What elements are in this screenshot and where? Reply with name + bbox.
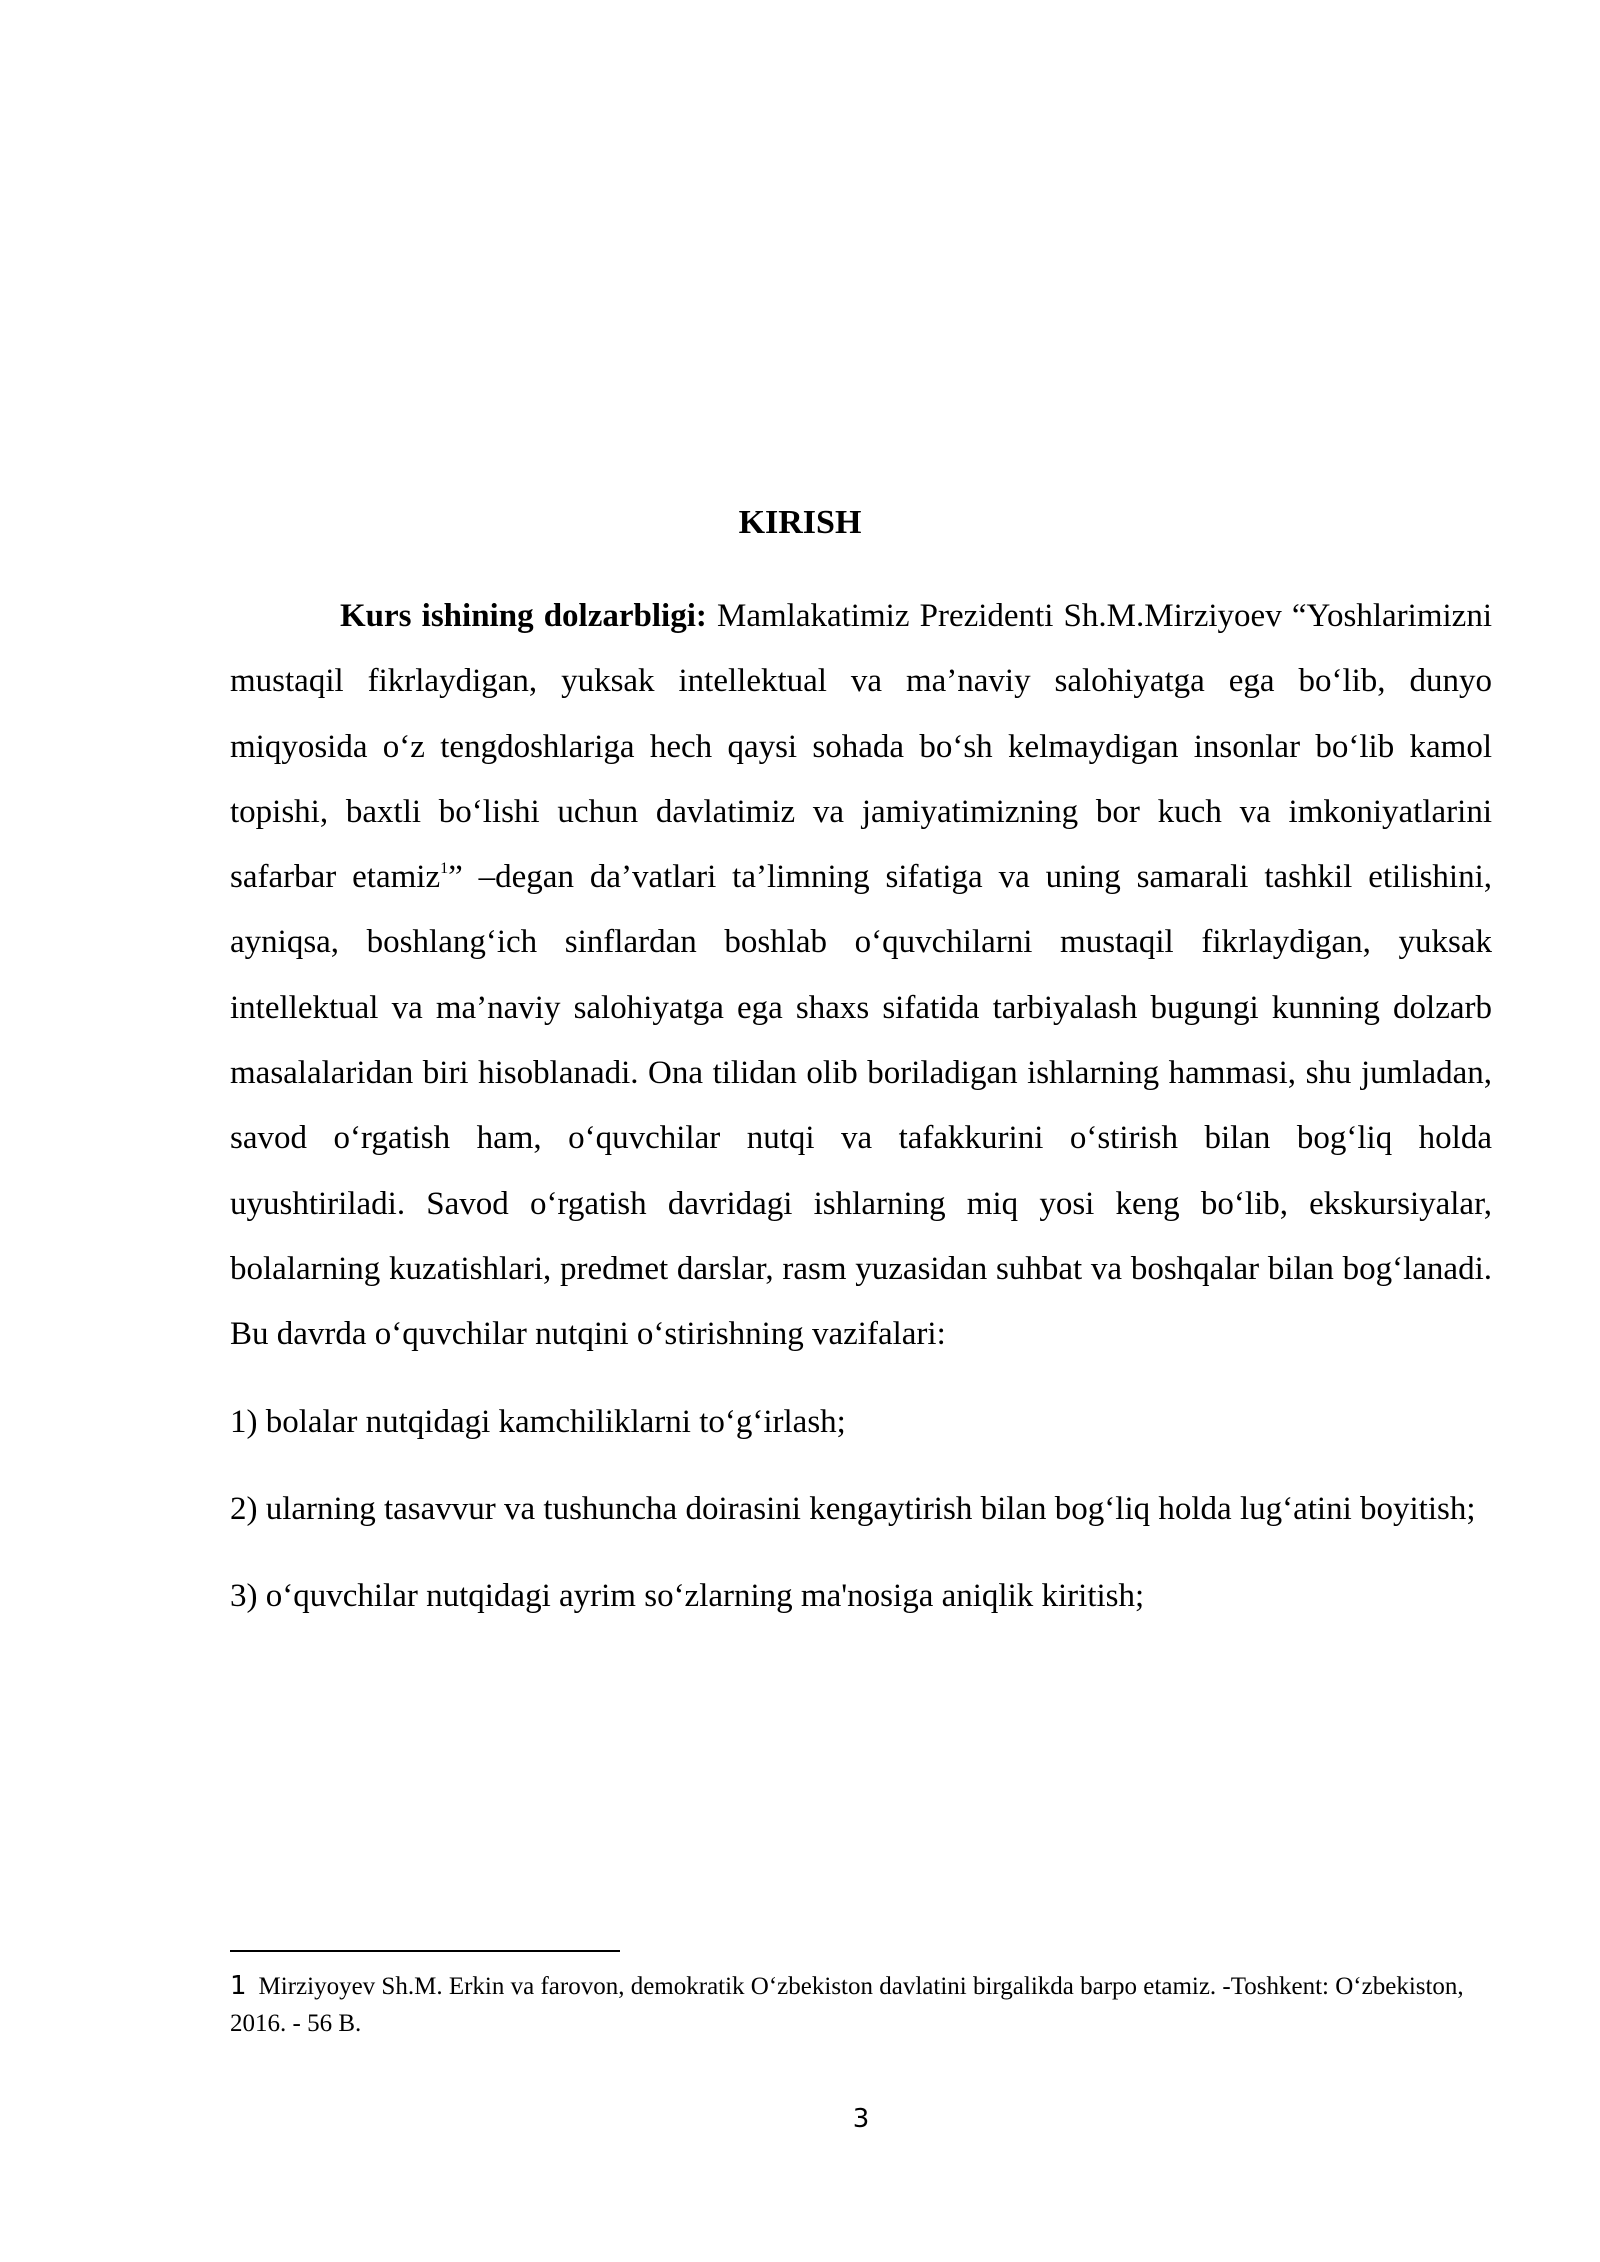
body-text bbox=[230, 584, 1492, 1629]
paragraph-text-part1: Mamlakatimiz Prezidenti Sh.M.Mirziyoev “Yoshlarimizni mustaqil fikrlaydigan, yuksak intellektual va ma’naviy salohiyatga ega bo‘lib, dunyo miqyosida o‘z tengdoshlariga hech qaysi sohada bo‘sh kelmaydigan insonlar bo‘lib kamol topishi, baxtli bo‘lishi uchun davlatimiz va jamiyatimizning bor kuch va imkoniyatlarini safarbar etamiz bbox=[230, 598, 1492, 896]
footnote bbox=[230, 1968, 1492, 2042]
list-item: 3) o‘quvchilar nutqidagi ayrim so‘zlarning ma'nosiga aniqlik kiritish; bbox=[230, 1578, 1145, 1615]
paragraph-text-part2: ” –degan da’vatlari ta’limning sifatiga va uning samarali tashkil etilishini, ayniqsa, boshlang‘ich sinflardan boshlab o‘quvchilarni mustaqil fikrlaydigan, yuksak intellektual va ma’naviy salohiyatga ega shaxs sifatida tarbiyalash bugungi kunning dolzarb masalalaridan biri hisoblanadi. Ona tilidan olib boriladigan ishlarning hammasi, shu jumladan, savod o‘rgatish ham, o‘quvchilar nutqi va tafakkurini o‘stirish bilan bog‘liq holda uyushtiriladi. Savod o‘rgatish davridagi ishlarning miq yosi keng bo‘lib, ekskursiyalar, bolalarning kuzatishlari, predmet darslar, rasm yuzasidan suhbat va boshqalar bilan bog‘lanadi. Bu davrda o‘quvchilar nutqini o‘stirishning vazifalari: bbox=[230, 859, 1492, 1353]
footnote-reference[interactable]: 1 bbox=[440, 860, 449, 878]
footnote-text: Mirziyoyev Sh.M. Erkin va farovon, demokratik O‘zbekiston davlatini birgalikda barpo etamiz. -Toshkent: O‘zbekiston, 2016. - 56 B. bbox=[230, 1973, 1464, 2037]
paragraph-lead: Kurs ishining dolzarbligi: bbox=[340, 598, 707, 634]
list-item: 2) ularning tasavvur va tushuncha doirasini kengaytirish bilan bog‘liq holda lug‘atini boyitish; bbox=[230, 1490, 1476, 1527]
page-number: 3 bbox=[852, 2104, 870, 2134]
intro-paragraph bbox=[230, 584, 1492, 1368]
footnote-separator bbox=[230, 1950, 620, 1952]
footnote-number: 1 bbox=[230, 1971, 247, 2001]
list-item: 1) bolalar nutqidagi kamchiliklarni to‘g‘irlash; bbox=[230, 1403, 846, 1440]
section-heading: KIRISH bbox=[738, 504, 862, 541]
